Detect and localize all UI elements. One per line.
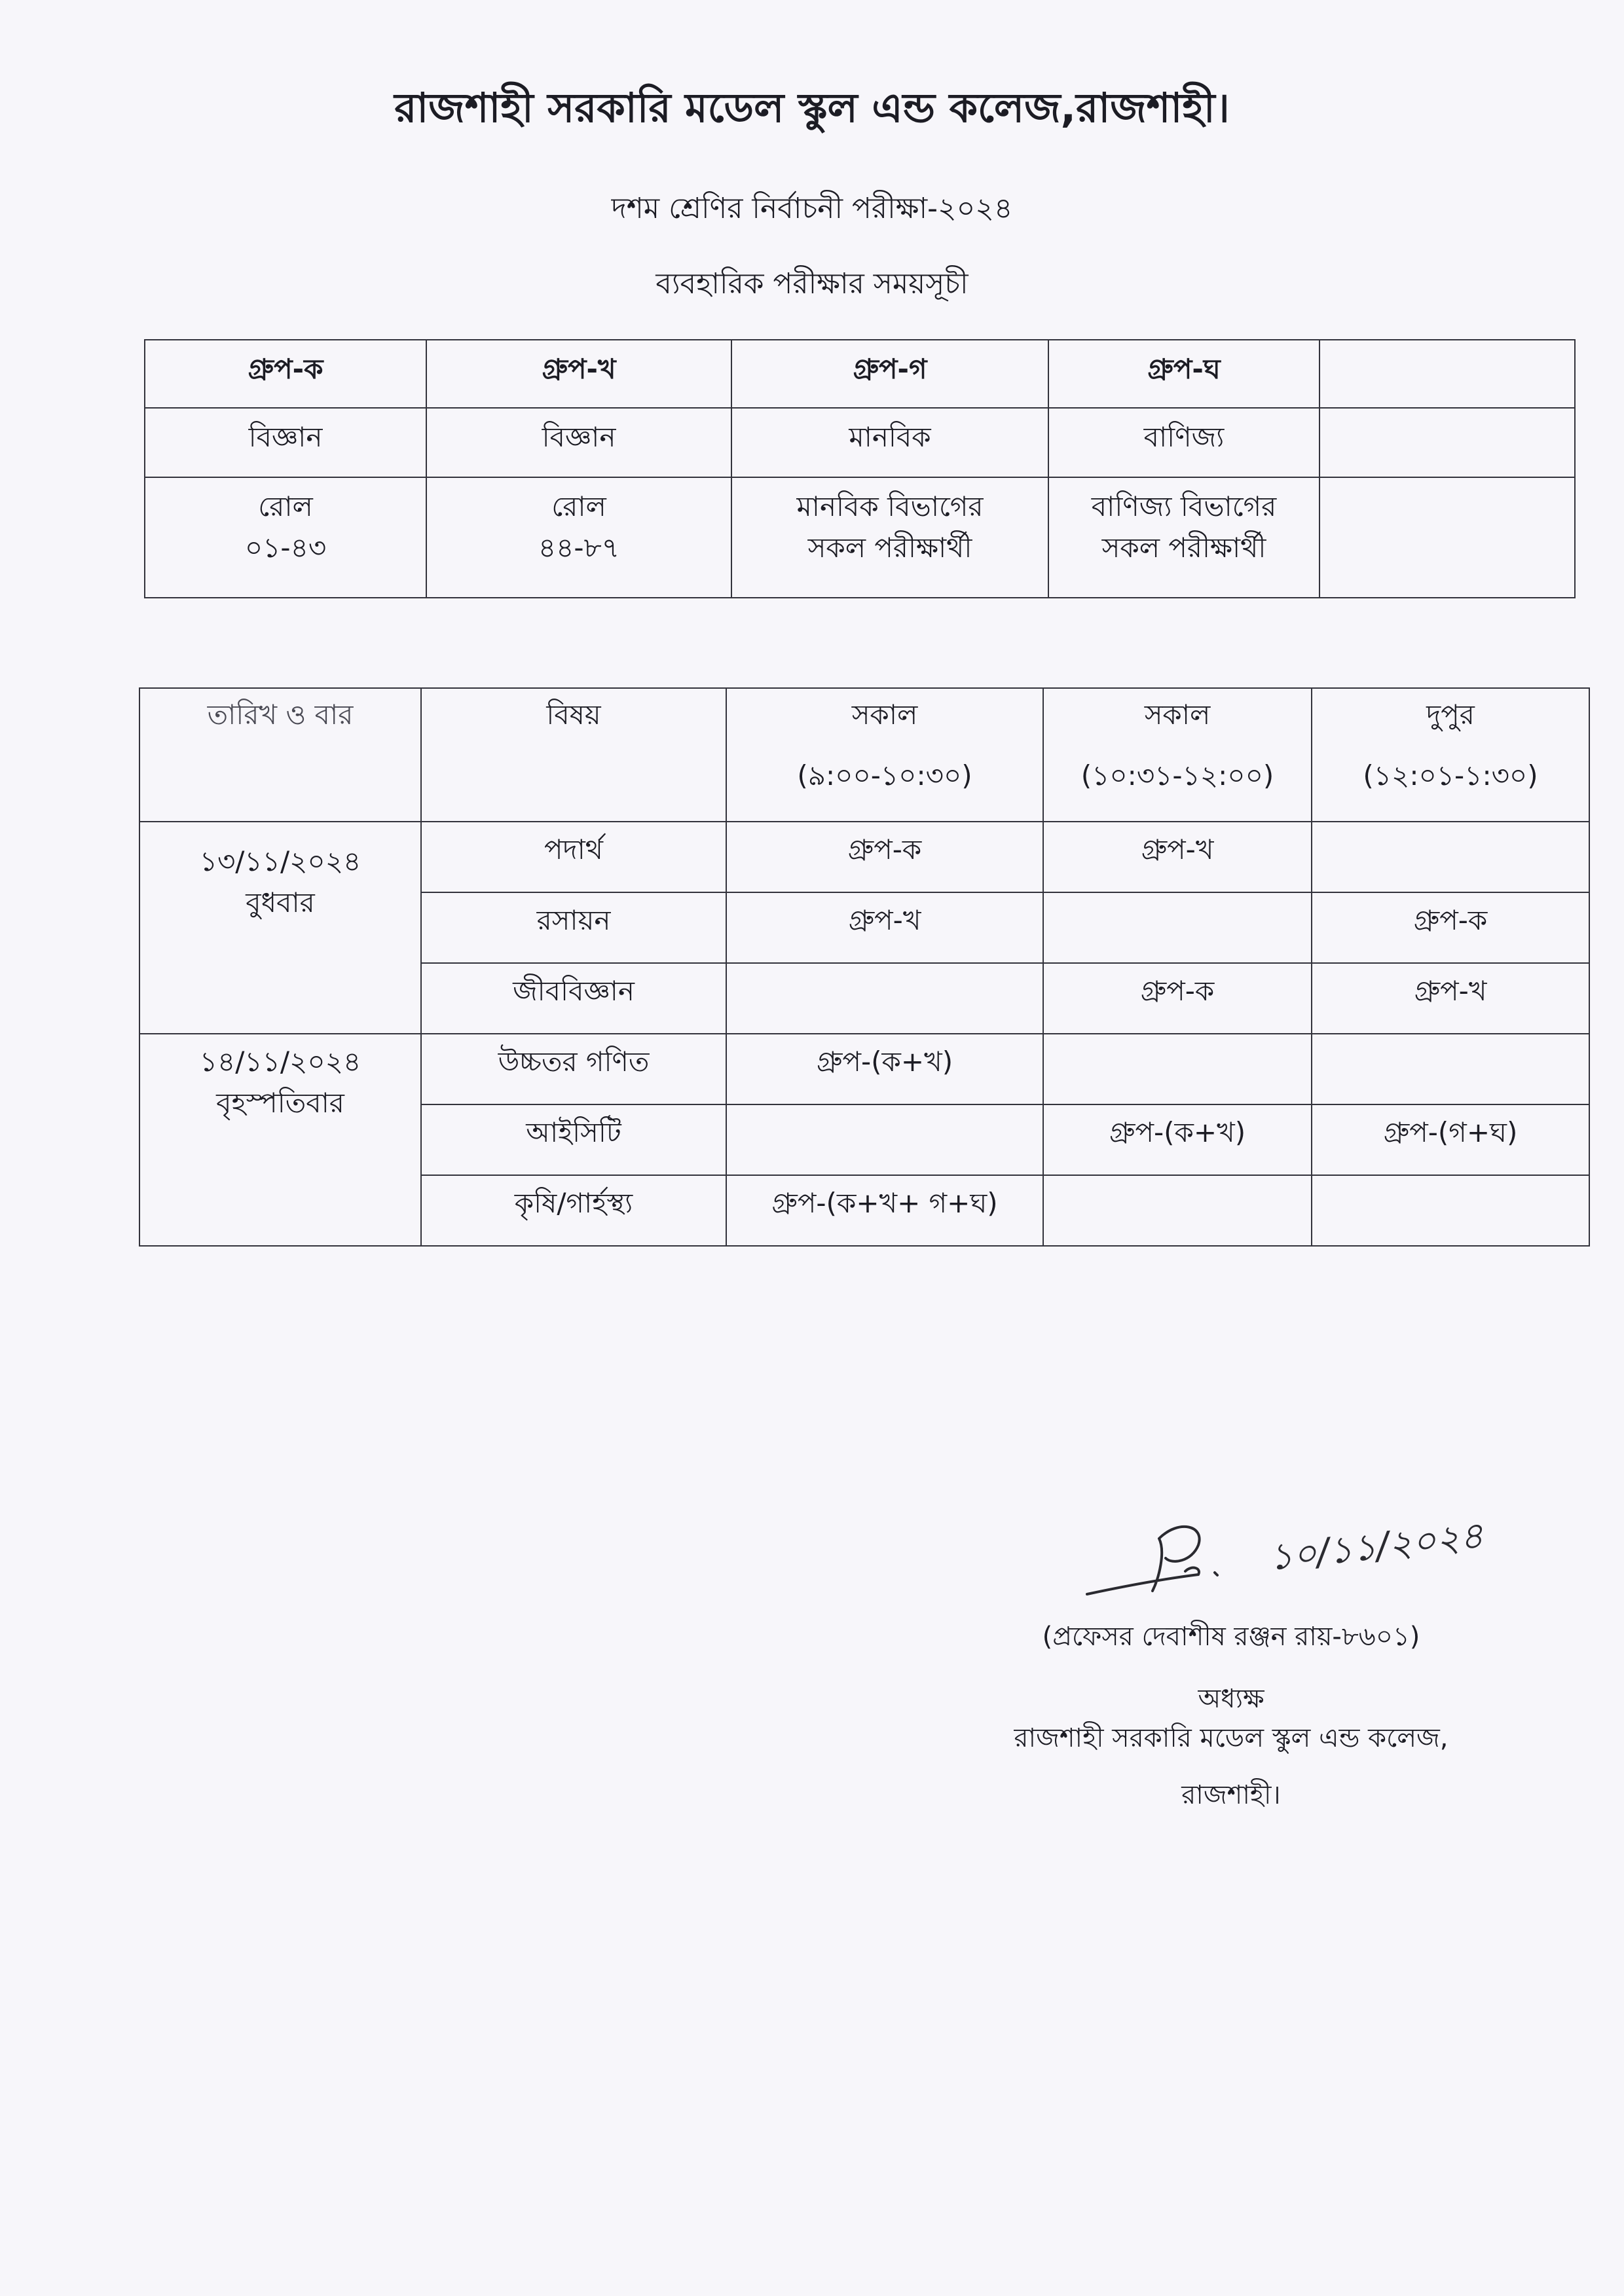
exam-weekday: বৃহস্পতিবার [216,1087,344,1119]
date-cell [139,822,421,1034]
header-label: সকাল [1144,699,1211,731]
header-label: বিষয় [546,699,601,731]
header-slot-cell [1312,688,1589,822]
signature-stroke [1087,1527,1217,1594]
department-cell: বিজ্ঞান [145,408,426,477]
subject-cell: কৃষি/গার্হস্থ্য [421,1175,726,1246]
department-cell: মানবিক [731,408,1048,477]
header-label: দুপুর [1426,699,1475,731]
roll-range: সকল পরীক্ষার্থী [807,532,972,564]
roll-line: মানবিক বিভাগের [796,490,984,522]
date-cell [139,1034,421,1246]
slot-cell: গ্রুপ-(ক+খ) [1043,1104,1312,1175]
signature-institution: রাজশাহী সরকারি মডেল স্কুল এন্ড কলেজ, [1014,1723,1449,1753]
schedule-header-row [139,688,1589,822]
signature-city: রাজশাহী। [1181,1780,1281,1810]
slot-cell: গ্রুপ-(ক+খ) [726,1034,1043,1104]
handwritten-signature [1074,1499,1493,1617]
slot-cell [726,963,1043,1034]
slot-cell: গ্রুপ-ক [726,822,1043,892]
header-date-cell [139,688,421,822]
slot-cell: গ্রুপ-(ক+খ+ গ+ঘ) [726,1175,1043,1246]
department-cell: বিজ্ঞান [426,408,731,477]
roll-line: বাণিজ্য বিভাগের [1091,490,1277,522]
department-cell: বাণিজ্য [1048,408,1320,477]
subject-cell: আইসিটি [421,1104,726,1175]
slot-cell: গ্রুপ-খ [1312,963,1589,1034]
slot-cell: গ্রুপ-খ [726,892,1043,963]
subject-cell: রসায়ন [421,892,726,963]
slot-cell [1312,1175,1589,1246]
slot-cell [1043,1175,1312,1246]
slot-cell [1312,1034,1589,1104]
roll-range: ৪৪-৮৭ [538,532,620,564]
roll-range: ০১-৪৩ [244,532,327,564]
slot-cell [1312,822,1589,892]
roll-range: সকল পরীক্ষার্থী [1101,532,1266,564]
slot-cell: গ্রুপ-ক [1312,892,1589,963]
table-row [139,822,1589,892]
roll-cell [1048,477,1320,598]
schedule-title: ব্যবহারিক পরীক্ষার সময়সূচী [655,267,969,301]
header-time: (১০:৩১-১২:০০) [1080,759,1274,792]
group-header-cell: গ্রুপ-ক [145,340,426,408]
groups-header-row [145,340,1575,408]
groups-table [144,339,1576,598]
slot-cell: গ্রুপ-(গ+ঘ) [1312,1104,1589,1175]
slot-cell: গ্রুপ-ক [1043,963,1312,1034]
roll-cell [1320,477,1575,598]
header-label: তারিখ ও বার [207,699,354,731]
principal-name: (প্রফেসর দেবাশীষ রঞ্জন রায়-৮৬০১) [1042,1622,1420,1652]
exam-weekday: বুধবার [246,886,315,919]
group-header-cell: গ্রুপ-ঘ [1048,340,1320,408]
roll-line: রোল [258,490,313,522]
department-cell [1320,408,1575,477]
header-slot-cell [726,688,1043,822]
handwritten-date: ১০/১১/২০২৪ [1266,1514,1486,1579]
slot-cell [1043,892,1312,963]
subject-cell: জীববিজ্ঞান [421,963,726,1034]
header-subject-cell [421,688,726,822]
header-slot-cell [1043,688,1312,822]
group-header-cell: গ্রুপ-গ [731,340,1048,408]
header-time: (১২:০১-১:৩০) [1363,759,1538,792]
principal-designation: অধ্যক্ষ [1198,1684,1264,1714]
exam-title: দশম শ্রেণির নির্বাচনী পরীক্ষা-২০২৪ [611,192,1013,225]
rolls-row [145,477,1575,598]
group-header-cell: গ্রুপ-খ [426,340,731,408]
subject-cell: পদার্থ [421,822,726,892]
exam-date: ১৩/১১/২০২৪ [199,845,361,877]
table-row [139,1034,1589,1104]
header-time: (৯:০০-১০:৩০) [797,759,972,792]
roll-cell [145,477,426,598]
slot-cell [726,1104,1043,1175]
roll-line: রোল [551,490,606,522]
schedule-table [139,687,1590,1247]
roll-cell [426,477,731,598]
institution-title: রাজশাহী সরকারি মডেল স্কুল এন্ড কলেজ,রাজশাহী। [394,84,1230,132]
slot-cell: গ্রুপ-খ [1043,822,1312,892]
slot-cell [1043,1034,1312,1104]
exam-date: ১৪/১১/২০২৪ [199,1046,361,1078]
subject-cell: উচ্চতর গণিত [421,1034,726,1104]
roll-cell [731,477,1048,598]
group-header-cell [1320,340,1575,408]
header-label: সকাল [851,699,918,731]
departments-row [145,408,1575,477]
